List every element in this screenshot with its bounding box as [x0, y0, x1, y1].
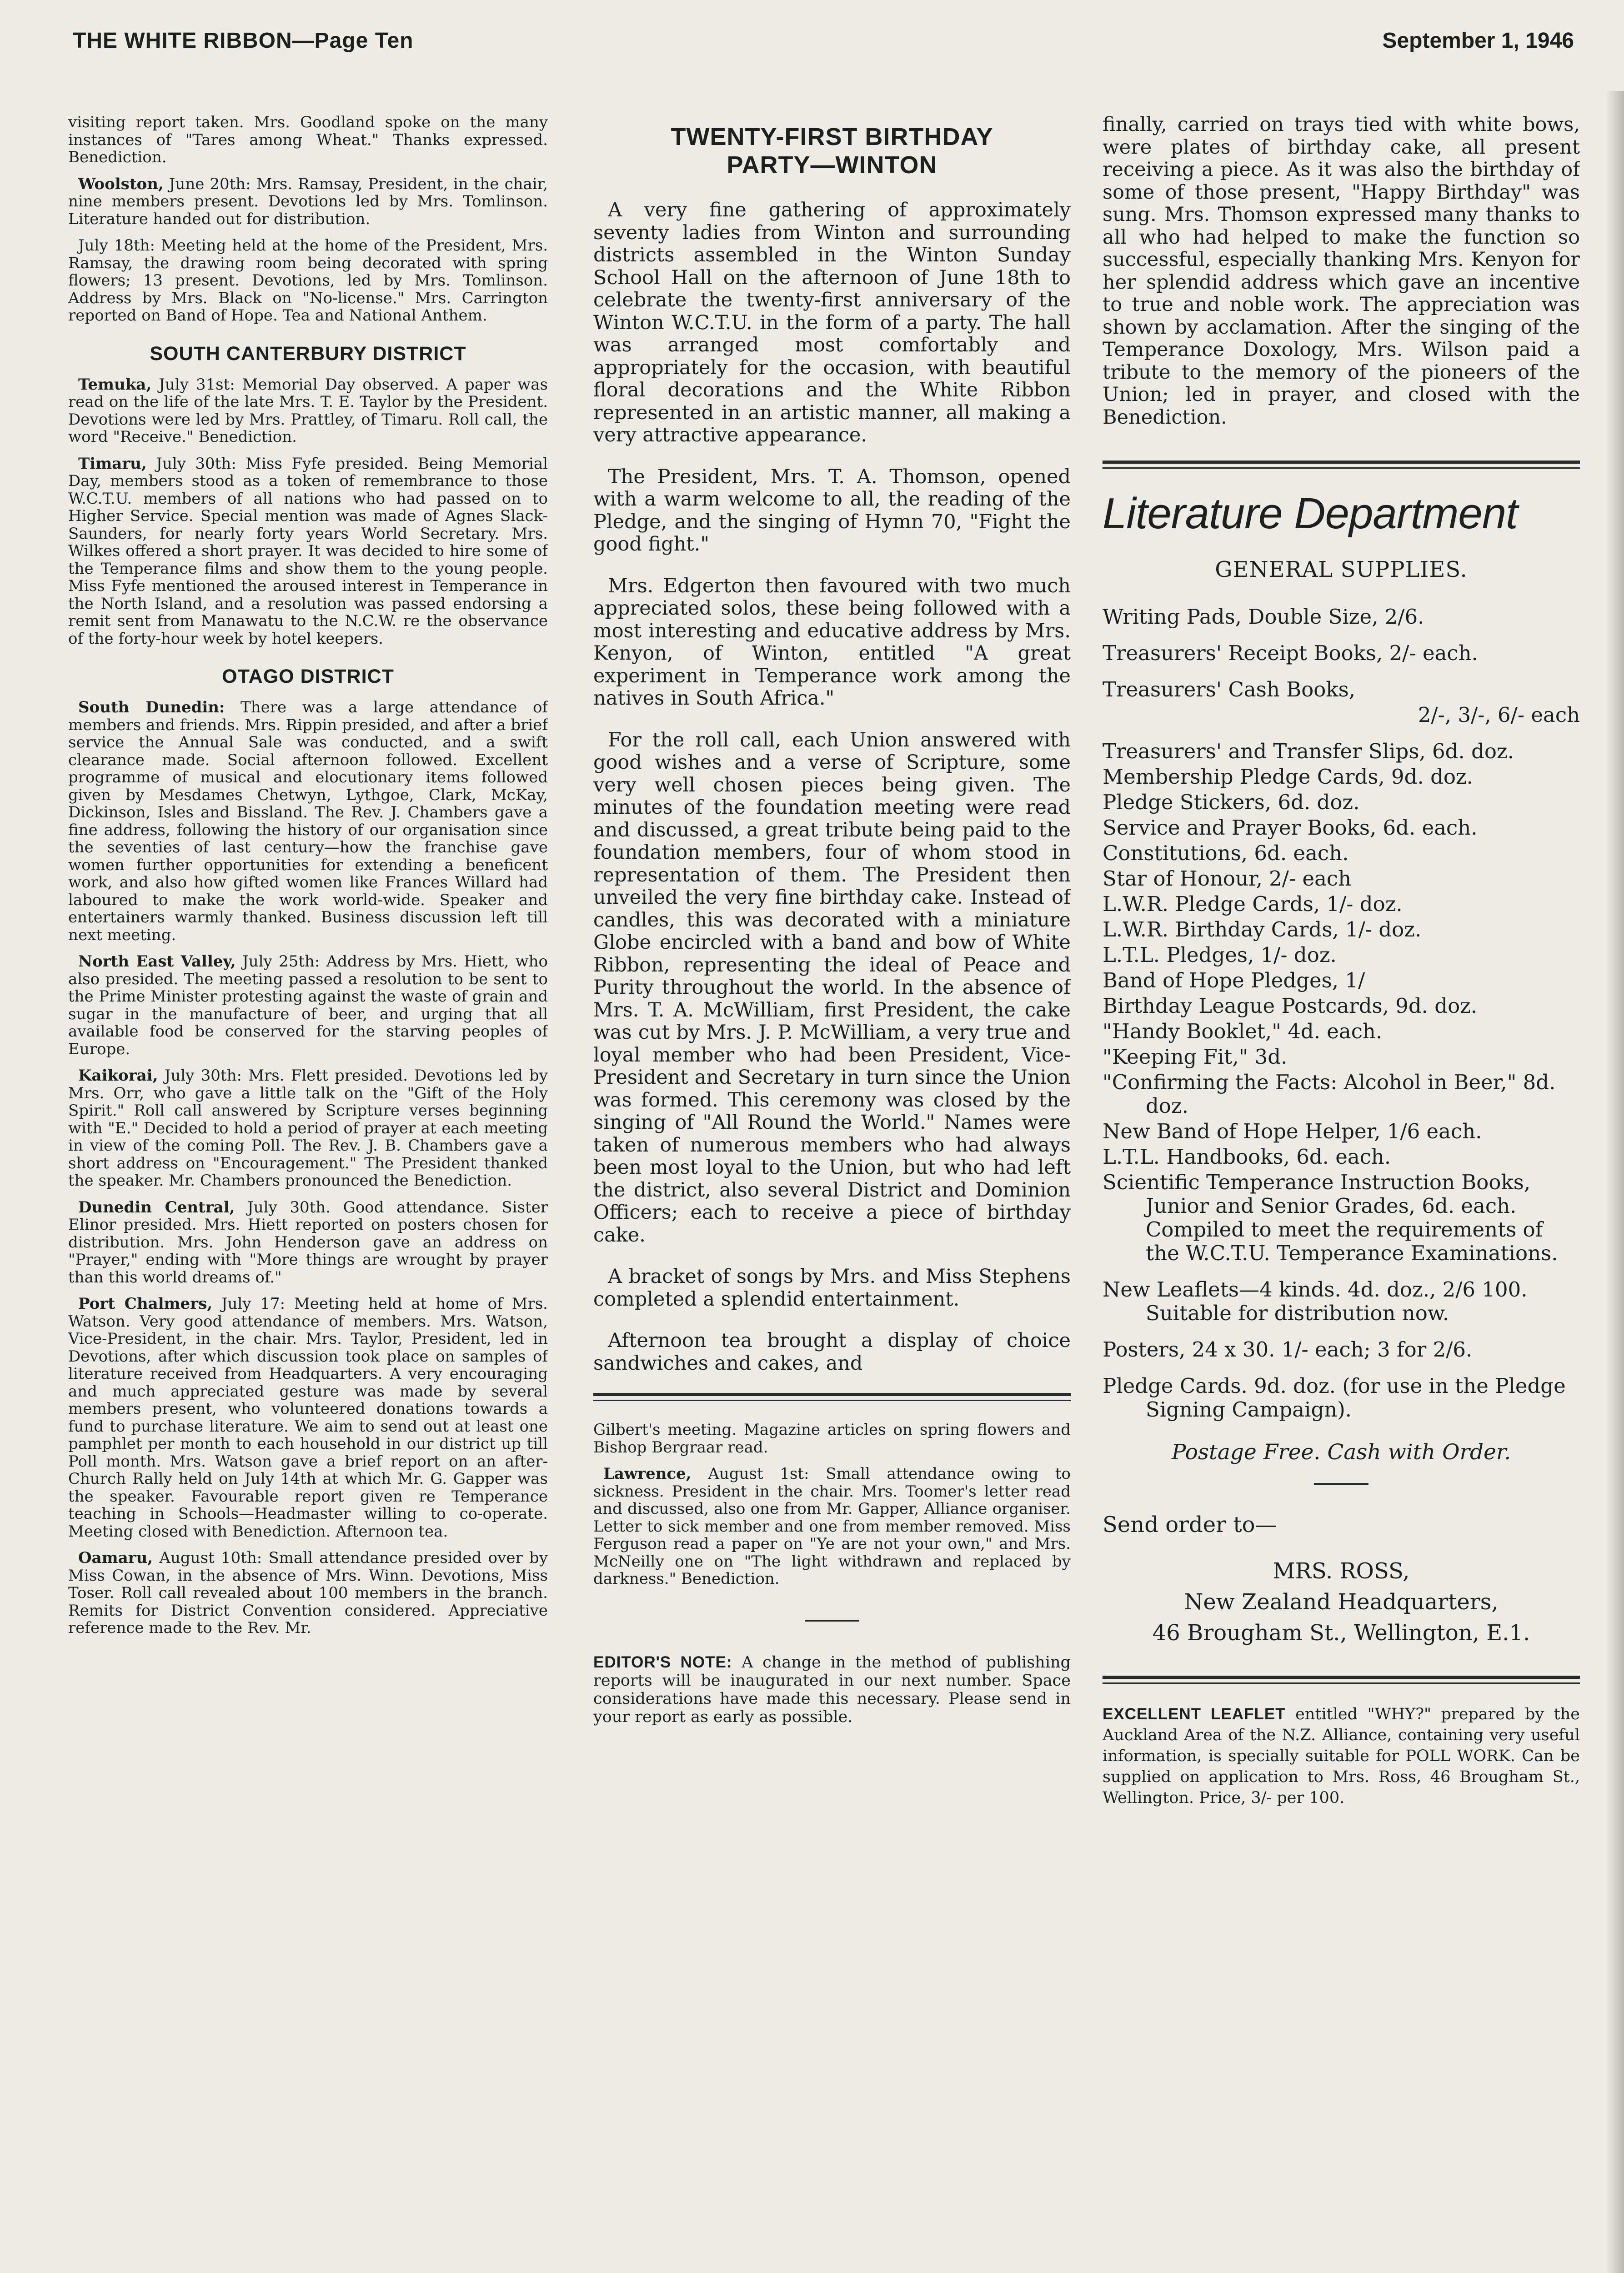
article-paragraph: Mrs. Edgerton then favoured with two much appreciated solos, these being followed with a most interesting and educative address by Mrs. Kenyon, of Winton, entitled "A great experiment in Temperance work among the natives in South Africa."	[593, 574, 1071, 710]
postage-note: Postage Free. Cash with Order.	[1171, 1440, 1511, 1465]
report-text: There was a large attendance of members and friends. Mrs. Rippin presided, and after a brief service the Annual Sale was conducted, and a swift clearance made. Social afternoon followed. Excellent programme of musical and elocutionary items followed given by Mesdames Chetwyn, Lythgoe, Clark, McKay, Dickinson, Isles and Bissland. The Rev. J. Chambers gave a fine address, following the history of our organisation since the seventies of last century—how the franchise gave women further opportunities for extending a beneficent work, and also how gifted women like Frances Willard had laboured to make the work world-wide. Speaker and entertainers warmly thanked. Business discussion left till next meeting.	[68, 698, 548, 944]
report-text: July 30th: Miss Fyfe presided. Being Memorial Day, members stood as a token of remembrance to those W.C.T.U. members of all nations who had passed on to Higher Service. Special mention was made of Agnes Slack-Saunders, for nearly forty years World Secretary. Mrs. Wilkes offered a short prayer. It was decided to hire some of the Temperance films and show them to the young people. Miss Fyfe mentioned the aroused interest in Temperance in the North Island, and a resolution was passed endorsing a remit sent from Manawatu to the N.C.W. re the observance of the forty-hour week by hotel keepers.	[68, 454, 548, 648]
article-paragraph: A very fine gathering of approximately seventy ladies from Winton and surrounding districts assembled in the Winton Sunday School Hall on the afternoon of June 18th to celebrate the twenty-first anniversary of the Winton W.C.T.U. in the form of a party. The hall was arranged most comfortably and appropriately for the occasion, with beautiful floral decorations and the White Ribbon represented in an artistic manner, all making a very attractive appearance.	[593, 199, 1071, 446]
report-lawrence	[593, 1465, 1071, 1588]
list-item: "Handy Booklet," 4d. each.	[1103, 1019, 1383, 1043]
list-item: Treasurers' and Transfer Slips, 6d. doz.	[1103, 739, 1514, 763]
list-item: New Band of Hope Helper, 1/6 each.	[1103, 1119, 1482, 1143]
literature-list	[1103, 605, 1580, 1422]
report-oamaru	[68, 1549, 548, 1637]
report-north-east-valley	[68, 953, 548, 1058]
report-port-chalmers	[68, 1295, 548, 1540]
column-left	[68, 114, 548, 2273]
report-text: July 25th: Address by Mrs. Hiett, who also presided. The meeting passed a resolution to be sent to the Prime Minister protesting against the waste of grain and sugar in the manufacture of beer, and urging that all available food be conserved for the starving peoples of Europe.	[68, 952, 548, 1058]
list-item: Birthday League Postcards, 9d. doz.	[1103, 994, 1478, 1018]
list-item: Treasurers' Receipt Books, 2/- each.	[1103, 641, 1478, 665]
report-text: August 10th: Small attendance presided over by Miss Cowan, in the absence of Mrs. Winn. Devotions, Miss Toser. Roll call revealed about 100 members in the branch. Remits for District Convention considered. Appreciative reference made to the Rev. Mr.	[68, 1549, 548, 1637]
list-item: "Keeping Fit," 3d.	[1103, 1045, 1288, 1069]
list-item: L.W.R. Birthday Cards, 1/- doz.	[1103, 917, 1422, 941]
place-name: Dunedin Central,	[78, 1198, 235, 1217]
report-timaru	[68, 455, 548, 648]
list-item: Writing Pads, Double Size, 2/6.	[1103, 605, 1424, 629]
list-item: L.W.R. Pledge Cards, 1/- doz.	[1103, 892, 1403, 916]
editors-note-label: EDITOR'S NOTE:	[593, 1653, 732, 1671]
list-item: Constitutions, 6d. each.	[1103, 841, 1349, 865]
report-paragraph: visiting report taken. Mrs. Goodland spoke on the many instances of "Tares among Wheat." Thanks expressed. Benediction.	[68, 114, 548, 166]
list-item: L.T.L. Handbooks, 6d. each.	[1103, 1145, 1391, 1169]
article-title	[593, 123, 1071, 179]
report-kaikorai	[68, 1067, 548, 1190]
place-name: Temuka,	[78, 375, 152, 394]
report-text: July 17: Meeting held at home of Mrs. Watson. Very good attendance of members. Mrs. Watson, Vice-President, in the chair. Mrs. Taylor, President, led in Devotions, after which discussion took place on samples of literature received from Headquarters. A very encouraging and much appreciated gesture was made by several members present, who volunteered donations towards a fund to purchase literature. We aim to send out at least one pamphlet per month to each household in our district up till Poll month. Mrs. Watson gave a brief report on an after-Church Rally held on July 14th at which Mr. G. Gapper was the speaker. Favourable report given re Temperance teaching in Schools—Headmaster willing to co-operate. Meeting closed with Benediction. Afternoon tea.	[68, 1295, 548, 1541]
report-text: July 31st: Memorial Day observed. A paper was read on the life of the late Mrs. T. E. Taylor by the President. Devotions were led by Mrs. Prattley, of Timaru. Roll call, the word "Receive." Benediction.	[68, 375, 548, 446]
cash-books-price: 2/-, 3/-, 6/- each	[1418, 703, 1580, 727]
article-paragraph: Afternoon tea brought a display of choice sandwiches and cakes, and	[593, 1329, 1071, 1375]
short-divider	[805, 1620, 859, 1622]
district-heading: OTAGO DISTRICT	[222, 666, 394, 687]
place-name: Woolston,	[78, 175, 164, 193]
report-temuka	[68, 376, 548, 446]
page-edge-shadow	[1606, 91, 1624, 2273]
report-text: July 30th: Mrs. Flett presided. Devotions led by Mrs. Orr, who gave a little talk on the "Gift of the Holy Spirit." Roll call answered by Scripture verses beginning with "E." Decided to hold a period of prayer at each meeting in view of the coming Poll. The Rev. J. B. Chambers gave a short address on "Encouragement." The President thanked the speaker. Mr. Chambers pronounced the Benediction.	[68, 1066, 548, 1190]
section-divider	[1103, 1676, 1580, 1684]
article-paragraph: The President, Mrs. T. A. Thomson, opened with a warm welcome to all, the reading of the Pledge, and the singing of Hymn 70, "Fight the good fight."	[593, 465, 1071, 556]
section-divider	[1103, 461, 1580, 469]
excellent-leaflet-notice	[1103, 1704, 1580, 1808]
report-woolston	[68, 175, 548, 228]
page-header	[0, 0, 1624, 91]
column-right	[1103, 114, 1580, 2273]
place-name: Oamaru,	[78, 1549, 153, 1567]
list-item: New Leaflets—4 kinds. 4d. doz., 2/6 100. Suitable for distribution now.	[1103, 1277, 1528, 1325]
general-supplies-heading: GENERAL SUPPLIES.	[1215, 557, 1468, 582]
address-line: New Zealand Headquarters,	[1184, 1589, 1499, 1615]
report-dunedin-central	[68, 1199, 548, 1287]
place-name: Port Chalmers,	[78, 1295, 213, 1313]
list-item: L.T.L. Pledges, 1/- doz.	[1103, 943, 1337, 967]
editors-note	[593, 1653, 1071, 1726]
place-name: Lawrence,	[603, 1465, 692, 1483]
list-item: "Confirming the Facts: Alcohol in Beer," 8d. doz.	[1103, 1070, 1556, 1118]
list-item: Service and Prayer Books, 6d. each.	[1103, 816, 1478, 840]
article-paragraph: For the roll call, each Union answered with good wishes and a verse of Scripture, some very well chosen pieces being given. The minutes of the foundation meeting were read and discussed, a great tribute being paid to the foundation members, four of whom stood in representation of them. The President then unveiled the very fine birthday cake. Instead of candles, this was decorated with a miniature Globe encircled with a band and bow of White Ribbon, representing the ideal of Peace and Purity throughout the world. In the absence of Mrs. T. A. McWilliam, first President, the cake was cut by Mrs. J. P. McWilliam, a very true and loyal member who had been President, Vice-President and Secretary in turn since the Union was formed. This ceremony was closed by the singing of "All Round the World." Names were taken of numerous members who had always been most loyal to the Union, but who had left the district, also several District and Dominion Officers; each to receive a piece of birthday cake.	[593, 728, 1071, 1247]
short-divider	[1314, 1483, 1368, 1485]
list-item: Membership Pledge Cards, 9d. doz.	[1103, 765, 1473, 789]
excellent-leaflet-label: EXCELLENT LEAFLET	[1103, 1705, 1286, 1723]
report-paragraph: July 18th: Meeting held at the home of the President, Mrs. Ramsay, the drawing room being decorated with spring flowers; 13 present. Devotions, led by Mrs. Tomlinson. Address by Mrs. Black on "No-license." Mrs. Carrington reported on Band of Hope. Tea and National Anthem.	[68, 236, 548, 325]
place-name: South Dunedin:	[78, 698, 225, 716]
list-item: Star of Honour, 2/- each	[1103, 866, 1352, 891]
editors-note-text: A change in the method of publishing reports will be inaugurated in our next number. Space considerations have made this necessary. Please send in your report as early as possible.	[593, 1653, 1071, 1726]
list-item: Pledge Cards. 9d. doz. (for use in the Pledge Signing Campaign).	[1103, 1374, 1566, 1422]
district-heading: SOUTH CANTERBURY DISTRICT	[150, 342, 466, 365]
list-item: Treasurers' Cash Books,	[1103, 677, 1356, 701]
running-title: THE WHITE RIBBON—Page Ten	[73, 29, 414, 53]
report-south-dunedin	[68, 699, 548, 944]
excellent-leaflet-text: entitled "WHY?" prepared by the Auckland Area of the N.Z. Alliance, containing very useful information, is specially suitable for POLL WORK. Can be supplied on application to Mrs. Ross, 46 Brougham St., Wellington. Price, 3/- per 100.	[1103, 1705, 1580, 1807]
report-text: August 1st: Small attendance owing to sickness. President in the chair. Mrs. Toomer's letter read and discussed, also one from Mr. Gapper, Alliance organiser. Letter to sick member and one from member removed. Miss Ferguson read a paper on "Ye are not your own," and Mrs. McNeilly one on "The light withdrawn and replaced by darkness." Benediction.	[593, 1465, 1071, 1588]
send-order-label: Send order to—	[1103, 1512, 1277, 1537]
section-divider	[593, 1393, 1071, 1401]
place-name: Timaru,	[78, 454, 147, 473]
place-name: Kaikorai,	[78, 1066, 158, 1085]
literature-department-title: Literature Department	[1103, 489, 1518, 538]
address-line: 46 Brougham St., Wellington, E.1.	[1152, 1620, 1530, 1646]
article-continuation: finally, carried on trays tied with white bows, were plates of birthday cake, all present receiving a piece. As it was also the birthday of some of those present, "Happy Birthday" was sung. Mrs. Thomson expressed many thanks to all who had helped to make the function so successful, especially thanking Mrs. Kenyon for her splendid address which gave an incentive to true and noble work. The appreciation was shown by acclamation. After the singing of the Temperance Doxology, Mrs. Wilson paid a tribute to the memory of the pioneers of the Union; led in prayer, and closed with the Benediction.	[1103, 114, 1580, 429]
list-item: Band of Hope Pledges, 1/	[1103, 968, 1365, 992]
address-name: MRS. ROSS,	[1273, 1558, 1410, 1584]
list-item: Pledge Stickers, 6d. doz.	[1103, 790, 1360, 814]
report-text: July 30th. Good attendance. Sister Elinor presided. Mrs. Hiett reported on posters chosen for distribution. Mrs. John Henderson gave an address on "Prayer," ending with "More things are wrought by prayer than this world dreams of."	[68, 1198, 548, 1287]
list-item: Scientific Temperance Instruction Books, Junior and Senior Grades, 6d. each. Compiled to meet the requirements of the W.C.T.U. Temperance Examinations.	[1103, 1170, 1558, 1265]
column-middle	[593, 114, 1071, 2273]
article-paragraph: A bracket of songs by Mrs. and Miss Stephens completed a splendid entertainment.	[593, 1265, 1071, 1311]
report-paragraph: Gilbert's meeting. Magazine articles on spring flowers and Bishop Bergraar read.	[593, 1421, 1071, 1457]
article-title-line2: PARTY—WINTON	[727, 151, 937, 179]
issue-date: September 1, 1946	[1382, 29, 1574, 53]
place-name: North East Valley,	[78, 952, 236, 971]
list-item: Posters, 24 x 30. 1/- each; 3 for 2/6.	[1103, 1337, 1473, 1362]
article-title-line1: TWENTY-FIRST BIRTHDAY	[671, 123, 993, 150]
report-text: June 20th: Mrs. Ramsay, President, in the chair, nine members present. Devotions led by Mrs. Tomlinson. Literature handed out for distribution.	[68, 175, 548, 228]
